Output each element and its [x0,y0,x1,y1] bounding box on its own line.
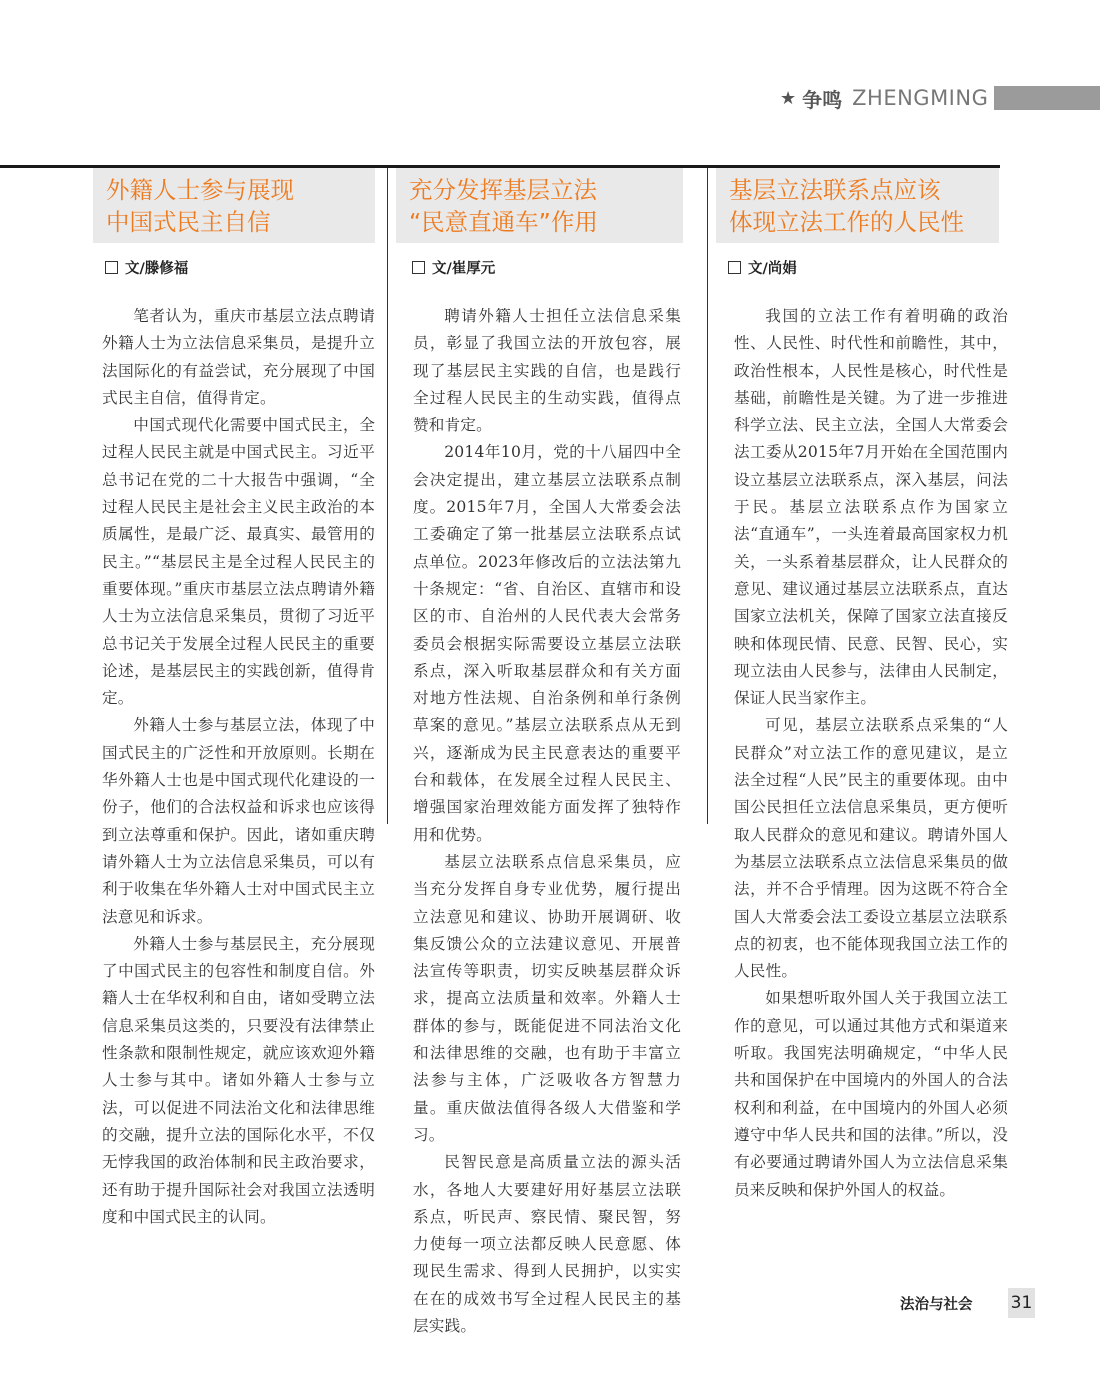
article-title-line: 基层立法联系点应该 [729,175,941,204]
byline-text: 文/滕修福 [125,261,189,277]
star-icon: ★ [780,87,797,109]
square-icon [105,261,118,274]
article-title-box [716,168,999,243]
article-body [413,303,681,1340]
article-title-line: 体现立法工作的人民性 [729,207,964,236]
byline [105,257,375,278]
article-title-box [396,168,683,243]
byline [728,257,1000,278]
paragraph: 2014年10月，党的十八届四中全会决定提出，建立基层立法联系点制度。2015年7月，全国人大常委会法工委确定了第一批基层立法联系点试点单位。2023年修改后的立法法第九十条规定：“省、自治区、直辖市和设区的市、自治州的人民代表大会常务委员会根据实际需要设立基层立法联系点，深入听取基层群众和有关方面对地方性法规、自治条例和单行条例草案的意见。”基层立法联系点从无到兴，逐渐成为民主民意表达的重要平台和载体，在发展全过程人民民主、增强国家治理效能方面发挥了独特作用和优势。 [413,443,681,844]
article-title-line: 中国式民主自信 [106,207,271,236]
section-label [780,84,988,112]
magazine-name: 法治与社会 [900,1297,973,1313]
section-name-zh: 争鸣 [802,87,843,112]
paragraph: 民智民意是高质量立法的源头活水，各地人大要建好用好基层立法联系点，听民声、察民情、聚民智，努力使每一项立法都反映人民意愿、体现民生需求、得到人民拥护，以实实在在的成效书写全过程人民民主的基层实践。 [413,1153,681,1335]
section-bar [994,86,1100,110]
paragraph: 我国的立法工作有着明确的政治性、人民性、时代性和前瞻性，其中，政治性根本，人民性是核心，时代性是基础，前瞻性是关键。为了进一步推进科学立法、民主立法，全国人大常委会法工委从2015年7月开始在全国范围内设立基层立法联系点，深入基层，问法于民。基层立法联系点作为国家立法“直通车”，一头连着最高国家权力机关，一头系着基层群众，让人民群众的意见、建议通过基层立法联系点，直达国家立法机关，保障了国家立法直接反映和体现民情、民意、民智、民心，实现立法由人民参与，法律由人民制定，保证人民当家作主。 [734,307,1008,708]
article-title-line: 外籍人士参与展现 [106,175,294,204]
column-divider-right [707,168,708,824]
article-2 [400,168,683,1335]
article-title-box [93,168,375,243]
paragraph: 外籍人士参与基层立法，体现了中国式民主的广泛性和开放原则。长期在华外籍人士也是中国式现代化建设的一份子，他们的合法权益和诉求也应该得到立法尊重和保护。因此，诸如重庆聘请外籍人士为立法信息采集员，可以有利于收集在华外籍人士对中国式民主立法意见和诉求。 [102,716,375,926]
square-icon [728,261,741,274]
article-body [102,303,375,1231]
column-divider-left [387,168,388,824]
paragraph: 基层立法联系点信息采集员，应当充分发挥自身专业优势，履行提出立法意见和建议、协助开展调研、收集反馈公众的立法建议意见、开展普法宣传等职责，切实反映基层群众诉求，提高立法质量和效率。外籍人士群体的参与，既能促进不同法治文化和法律思维的交融，也有助于丰富立法参与主体，广泛吸收各方智慧力量。重庆做法值得各级人大借鉴和学习。 [413,852,681,1144]
section-name-en: ZHENGMING [852,86,989,110]
byline [412,257,683,278]
paragraph: 可见，基层立法联系点采集的“人民群众”对立法工作的意见建议，是立法全过程“人民”民主的重要体现。由中国公民担任立法信息采集员，更方便听取人民群众的意见和建议。聘请外国人为基层立法联系点立法信息采集员的做法，并不合乎情理。因为这既不符合全国人大常委会法工委设立基层立法联系点的初衷，也不能体现我国立法工作的人民性。 [734,716,1008,981]
byline-text: 文/崔厚元 [432,261,496,277]
square-icon [412,261,425,274]
paragraph: 外籍人士参与基层民主，充分展现了中国式民主的包容性和制度自信。外籍人士在华权利和自由，诸如受聘立法信息采集员这类的，只要没有法律禁止性条款和限制性规定，就应该欢迎外籍人士参与其中。诸如外籍人士参与立法，可以促进不同法治文化和法律思维的交融，提升立法的国际化水平，不仅无悖我国的政治体制和民主政治要求，还有助于提升国际社会对我国立法透明度和中国式民主的认同。 [102,934,375,1226]
article-title-line: “民意直通车”作用 [409,207,598,236]
paragraph: 中国式现代化需要中国式民主，全过程人民民主就是中国式民主。习近平总书记在党的二十大报告中强调，“全过程人民民主是社会主义民主政治的本质属性，是最广泛、最真实、最管用的民主。”“基层民主是全过程人民民主的重要体现。”重庆市基层立法点聘请外籍人士为立法信息采集员，贯彻了习近平总书记关于发展全过程人民民主的重要论述，是基层民主的实践创新，值得肯定。 [102,416,375,708]
byline-text: 文/尚娟 [748,261,797,277]
article-body [734,303,1008,1204]
paragraph: 如果想听取外国人关于我国立法工作的意见，可以通过其他方式和渠道来听取。我国宪法明确规定，“中华人民共和国保护在中国境内的外国人的合法权利和利益，在中国境内的外国人必须遵守中华人民共和国的法律。”所以，没有必要通过聘请外国人为立法信息采集员来反映和保护外国人的权益。 [734,989,1008,1199]
page-number: 31 [1008,1288,1035,1318]
article-3 [716,168,1008,1199]
paragraph: 聘请外籍人士担任立法信息采集员，彰显了我国立法的开放包容，展现了基层民主实践的自信，也是践行全过程人民民主的生动实践，值得点赞和肯定。 [413,307,681,435]
paragraph: 笔者认为，重庆市基层立法点聘请外籍人士为立法信息采集员，是提升立法国际化的有益尝试，充分展现了中国式民主自信，值得肯定。 [102,307,375,407]
article-title-line: 充分发挥基层立法 [409,175,597,204]
article-1 [93,168,375,1226]
